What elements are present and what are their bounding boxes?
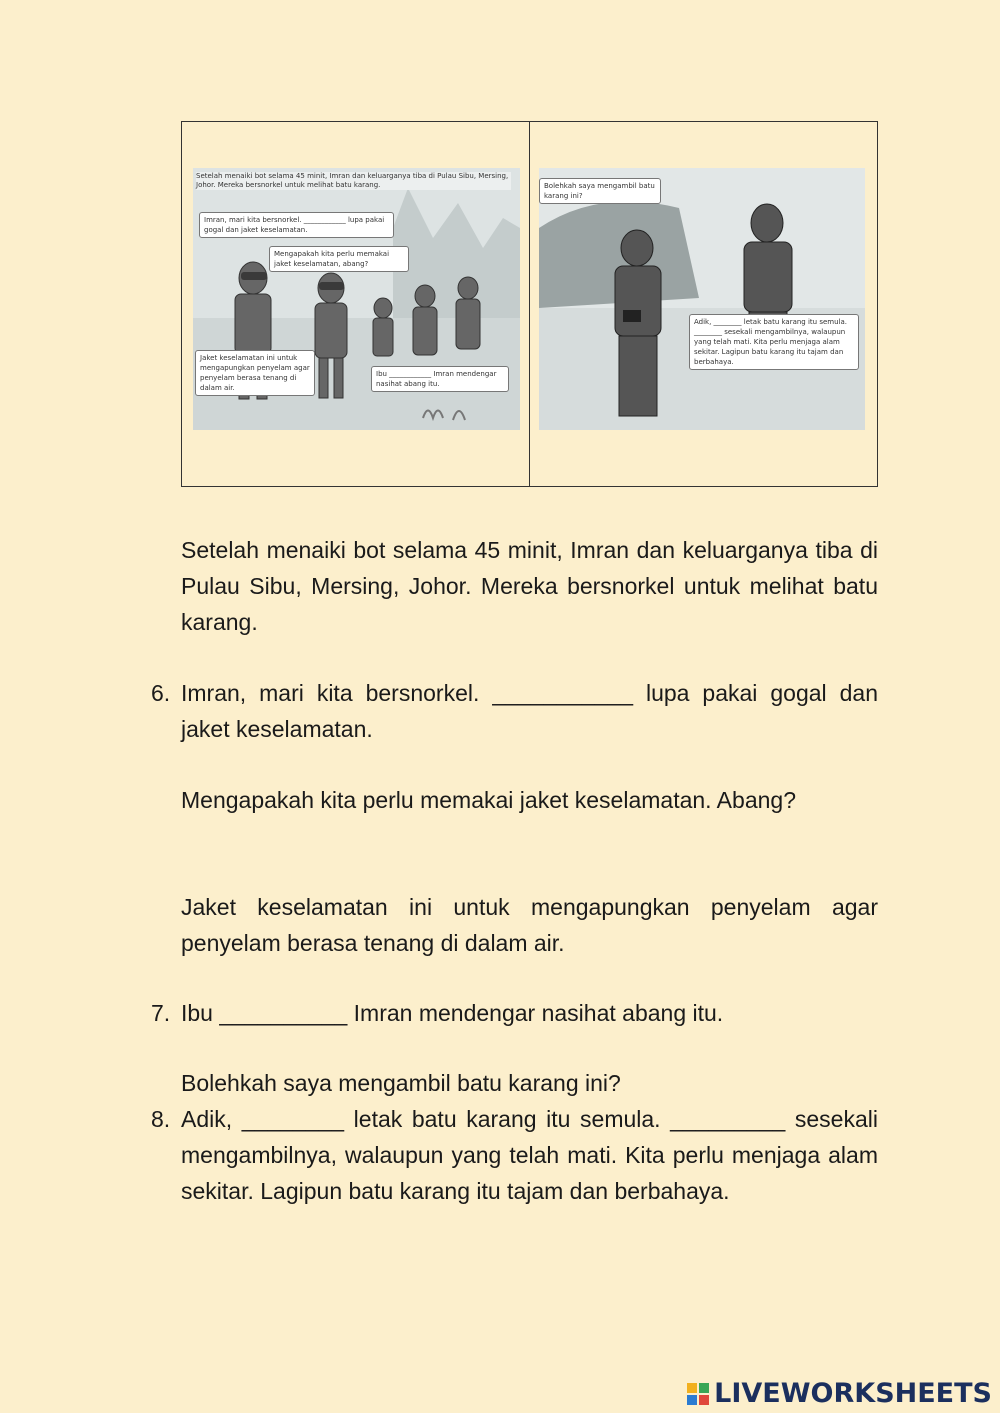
- question-text[interactable]: Ibu __________ Imran mendengar nasihat abang itu.: [181, 1000, 724, 1026]
- illustration-cell-right: [529, 122, 877, 486]
- question-6-line-3: [181, 889, 878, 961]
- left-bubble-1: Imran, mari kita bersnorkel. ____________ lupa pakai gogal dan jaket keselamatan.: [199, 212, 394, 238]
- illustration-cell-left: [182, 122, 529, 486]
- brand-name: LIVEWORKSHEETS: [714, 1378, 992, 1409]
- coral-scene-drawing: [539, 168, 865, 430]
- question-text[interactable]: Adik, ________ letak batu karang itu semula. _________ sesekali mengambilnya, walaupun yang telah mati. Kita perlu menjaga alam sekitar. Lagipun batu karang itu tajam dan berbahaya.: [181, 1106, 878, 1204]
- right-bubble-2: Adik, ________ letak batu karang itu semula. ________ sesekali mengambilnya, walaupun yang telah mati. Kita perlu menjaga alam sekitar. Lagipun batu karang itu tajam dan berbahaya.: [689, 314, 859, 370]
- intro-paragraph: [181, 532, 878, 640]
- left-bubble-4: Ibu ____________ Imran mendengar nasihat abang itu.: [371, 366, 509, 392]
- left-panel-caption: Setelah menaiki bot selama 45 minit, Imran dan keluarganya tiba di Pulau Sibu, Mersing, Johor. Mereka bersnorkel untuk melihat batu karang.: [196, 172, 511, 190]
- question-8-prompt: [181, 1065, 878, 1101]
- intro-text: Setelah menaiki bot selama 45 minit, Imran dan keluarganya tiba di Pulau Sibu, Mersing, Johor. Mereka bersnorkel untuk melihat batu karang.: [181, 537, 878, 635]
- question-6-line-2: [181, 782, 878, 818]
- question-text: Jaket keselamatan ini untuk mengapungkan penyelam agar penyelam berasa tenang di dalam air.: [181, 894, 878, 956]
- right-bubble-1: Bolehkah saya mengambil batu karang ini?: [539, 178, 661, 204]
- illustration-table: [181, 121, 878, 487]
- question-number: 8.: [151, 1106, 171, 1132]
- logo-blocks-icon: [686, 1382, 710, 1406]
- question-number: 6.: [151, 680, 171, 706]
- left-bubble-3: Jaket keselamatan ini untuk mengapungkan penyelam agar penyelam berasa tenang di dalam air.: [195, 350, 315, 396]
- question-text: Mengapakah kita perlu memakai jaket keselamatan. Abang?: [181, 787, 796, 813]
- question-7: [151, 995, 878, 1031]
- question-text: Bolehkah saya mengambil batu karang ini?: [181, 1070, 621, 1096]
- coral-illustration: [539, 168, 865, 430]
- question-text[interactable]: Imran, mari kita bersnorkel. ___________ lupa pakai gogal dan jaket keselamatan.: [181, 680, 878, 742]
- question-6: [151, 675, 878, 747]
- left-bubble-2: Mengapakah kita perlu memakai jaket keselamatan, abang?: [269, 246, 409, 272]
- question-number: 7.: [151, 1000, 171, 1026]
- liveworksheets-logo: [686, 1378, 992, 1409]
- snorkel-illustration: [193, 168, 520, 430]
- question-8: [151, 1101, 878, 1209]
